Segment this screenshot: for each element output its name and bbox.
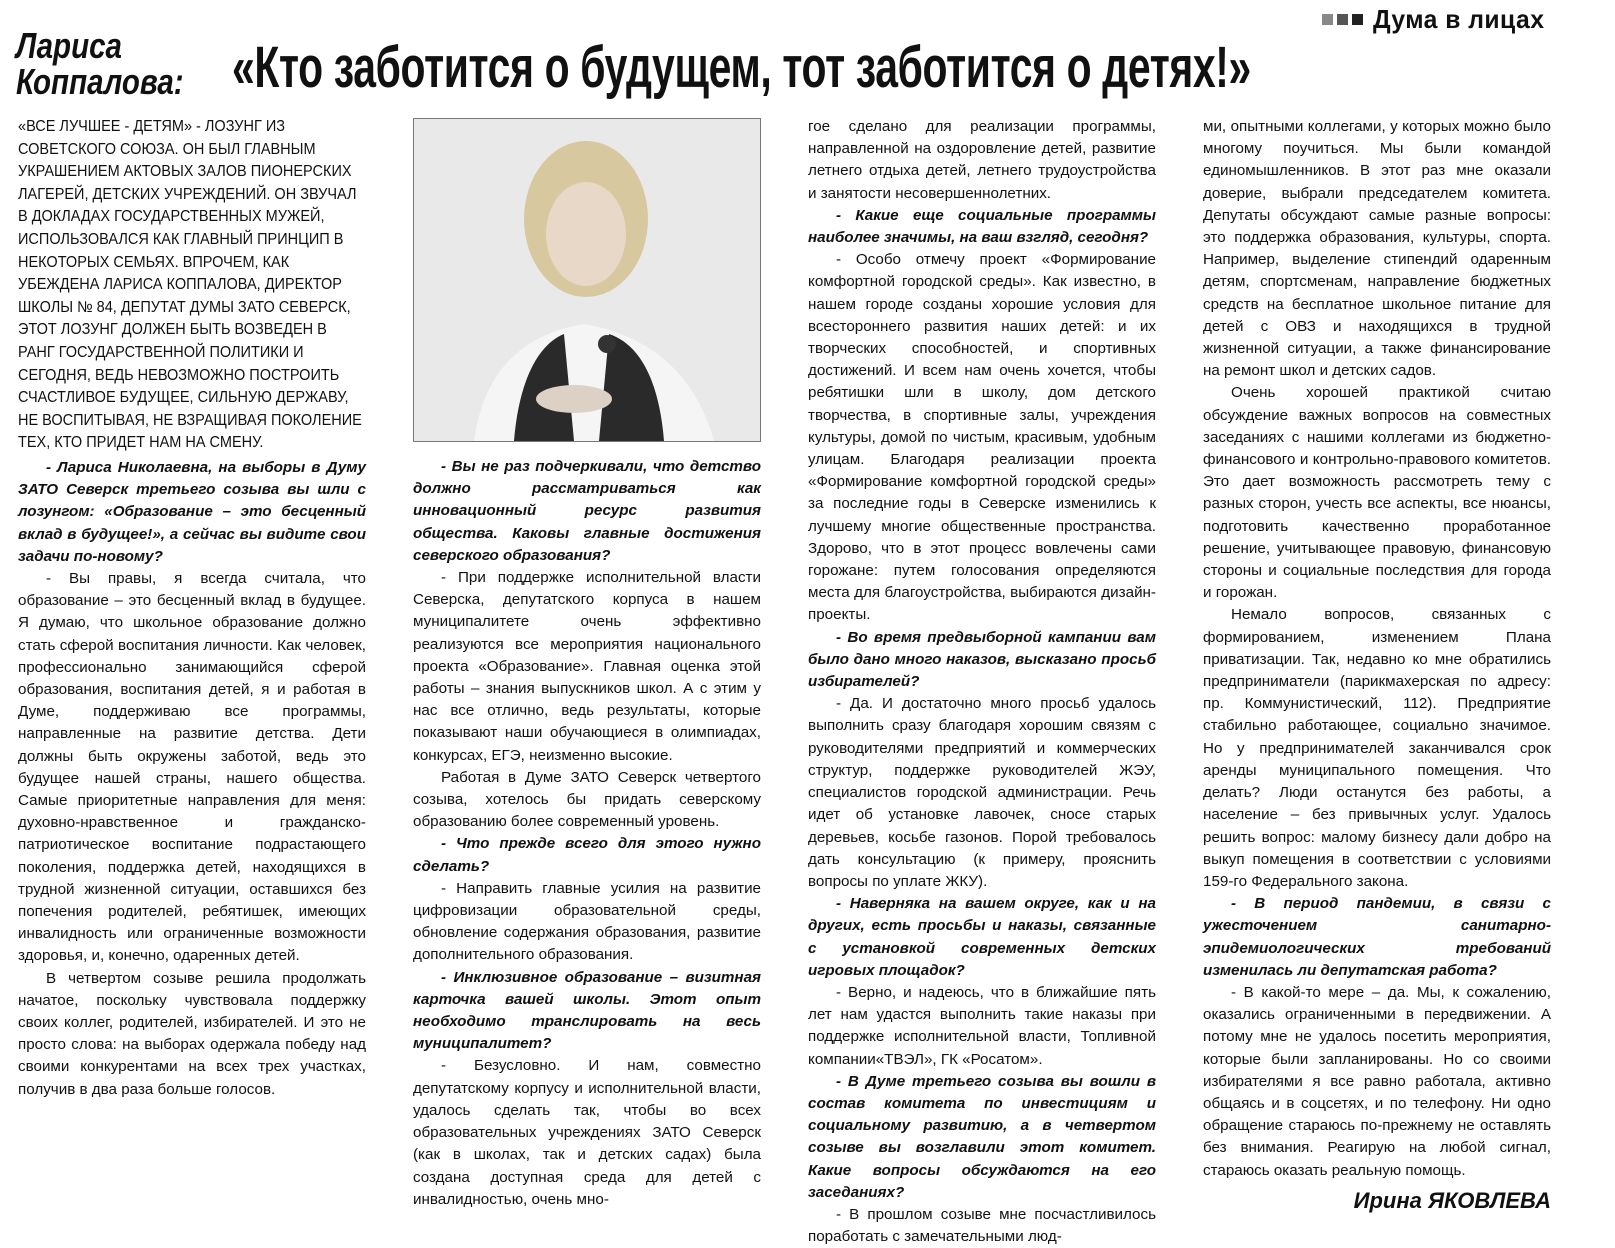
section-rubric <box>1322 4 1553 35</box>
interview-answer: - Безусловно. И нам, совместно депутатскому корпусу и исполнительной власти, удалось сделать так, чтобы во всех образовательных учреждениях ЗАТО Северск (как в школах, так и детских садах) была создана доступная среда для детей с инвалидностью, очень мно- <box>413 1057 761 1208</box>
interview-question: - Лариса Николаевна, на выборы в Думу ЗАТО Северск третьего созыва вы шли с лозунгом: «Образование – это бесценный вклад в будущее!», а сейчас вы видите свои задачи по-новому? <box>18 458 366 565</box>
interview-question: - Инклюзивное образование – визитная карточка вашей школы. Этот опыт необходимо транслировать на весь муниципалитет? <box>413 968 761 1053</box>
interview-answer: - Направить главные усилия на развитие цифровизации образовательной среды, обновление содержания образования, развитие дополнительного образования. <box>413 879 761 964</box>
byline-signature: Ирина ЯКОВЛЕВА <box>1353 1187 1551 1213</box>
interview-answer: - Верно, и надеюсь, что в ближайшие пять лет нам удастся выполнить такие наказы при поддержке исполнительной власти, Топливной компании«ТВЭЛ», ГК «Росатом». <box>808 983 1156 1068</box>
lead-paragraph: «ВСЕ ЛУЧШЕЕ - ДЕТЯМ» - ЛОЗУНГ ИЗ СОВЕТСКОГО СОЮЗА. ОН БЫЛ ГЛАВНЫМ УКРАШЕНИЕМ АКТОВЫХ ЗАЛОВ ПИОНЕРСКИХ ЛАГЕРЕЙ, ДЕТСКИХ УЧРЕЖДЕНИЙ. ОН ЗВУЧАЛ В ДОКЛАДАХ ГОСУДАРСТВЕННЫХ МУЖЕЙ, ИСПОЛЬЗОВАЛСЯ КАК ГЛАВНЫЙ ПРИНЦИП В НЕКОТОРЫХ СЕМЬЯХ. ВПРОЧЕМ, КАК УБЕЖДЕНА ЛАРИСА КОППАЛОВА, ДИРЕКТОР ШКОЛЫ № 84, ДЕПУТАТ ДУМЫ ЗАТО СЕВЕРСК, ЭТОТ ЛОЗУНГ ДОЛЖЕН БЫТЬ ВОЗВЕДЕН В РАНГ ГОСУДАРСТВЕННОЙ ПОЛИТИКИ И СЕГОДНЯ, ВЕДЬ НЕВОЗМОЖНО ПОСТРОИТЬ СЧАСТЛИВОЕ БУДУЩЕЕ, СИЛЬНУЮ ДЕРЖАВУ, НЕ ВОСПИТЫВАЯ, НЕ ВЗРАЩИВАЯ ПОКОЛЕНИЕ ТЕХ, КТО ПРИДЕТ НАМ НА СМЕНУ. <box>18 118 362 452</box>
interview-question: - Наверняка на вашем округе, как и на других, есть просьбы и наказы, связанные с установкой современных детских игровых площадок? <box>808 895 1156 979</box>
interview-question: - Что прежде всего для этого нужно сделать? <box>413 835 761 875</box>
rubric-square <box>1322 14 1333 25</box>
column-1 <box>18 116 366 1101</box>
column-3 <box>808 116 1156 1248</box>
interview-question: - Какие еще социальные программы наиболее значимы, на ваш взгляд, сегодня? <box>808 206 1156 247</box>
interview-answer: - Да. И достаточно много просьб удалось выполнить сразу благодаря хорошим связям с руководителями предприятий и коммерческих структур, поддержке руководителей ЖЭУ, специалистов городской администрации. Речь идет об установке лавочек, сносе старых деревьев, косьбе газонов. Порой требовалось дать консультацию (к примеру, прояснить вопросы по уплате ЖКУ). <box>808 695 1156 890</box>
interview-answer: Немало вопросов, связанных с формированием, изменением Плана приватизации. Так, недавно ко мне обратились предприниматели (парикмахерская по адресу: пр. Коммунистический, 112). Предприятие стабильно работающее, социально значимое. Но у предпринимателей заканчивался срок аренды муниципального помещения. Что делать? Люди останутся без работы, а население – без привычных услуг. Удалось решить вопрос: малому бизнесу дали добро на выкуп помещения в соответствии с условиями 159-го Федерального закона. <box>1203 606 1551 890</box>
interview-answer: Очень хорошей практикой считаю обсуждение важных вопросов на совместных заседаниях с нашими коллегами из бюджетно-финансового и контрольно-правового комитетов. Это дает возможность рассмотреть тему с разных сторон, учесть все аспекты, все нюансы, подготовить качественно проработанное решение, учитывающее правовую, финансовую стороны и социальные последствия для города и горожан. <box>1203 384 1551 602</box>
interview-question: - В период пандемии, в связи с ужесточением санитарно-эпидемиологических требований изменилась ли депутатская работа? <box>1203 895 1551 979</box>
interview-answer: - Вы правы, я всегда считала, что образование – это бесценный вклад в будущее. Я думаю, что школьное образование должно стать сферой воспитания личности. Как человек, профессионально занимающийся сферой образования, воспитания детей, я и работая в Думе, поддерживаю все программы, направленные на развитие детства. Дети должны быть окружены заботой, ведь это будущее нашей страны, нашего общества. Самые приоритетные направления для меня: духовно-нравственное и гражданско-патриотическое воспитание подрастающего поколения, поддержка детей, находящихся в трудной жизненной ситуации, оставшихся без попечения родителей, ребятишек, имеющих инвалидность или ограниченные возможности здоровья, и, конечно, одаренных детей. <box>18 569 366 965</box>
portrait-photo <box>413 118 761 442</box>
column-2 <box>413 456 761 1211</box>
interview-question: - Вы не раз подчеркивали, что детство должно рассматриваться как инновационный ресурс развития общества. Каковы главные достижения северского образования? <box>413 458 761 564</box>
interview-answer: - В какой-то мере – да. Мы, к сожалению, оказались ограниченными в передвижении. А потому мне не удалось посетить мероприятия, которые были запланированы. Но со своими избирателями я все равно работала, активно общаясь и в соцсетях, и по телефону. Ни одно обращение стараюсь по-прежнему не оставлять без внимания. Реагирую на любой сигнал, стараюсь оказать реальную помощь. <box>1203 983 1551 1179</box>
interview-answer: ми, опытными коллегами, у которых можно было многому поучиться. Мы были командой единомышленников. В этот раз мне оказали доверие, выбрали председателем комитета. Депутаты обсуждают самые разные вопросы: это поддержка образования, культуры, спорта. Например, выделение стипендий одаренным детям, спортсменам, направление бюджетных средств на бесплатное школьное питание для детей с ОВЗ и находящихся в трудной жизненной ситуации, а также финансирование на ремонт школ и детских садов. <box>1203 118 1551 380</box>
interview-question: - В Думе третьего созыва вы вошли в состав комитета по инвестициям и социальному развитию, а в четвертом созыве вы возглавили этот комитет. Какие вопросы обсуждаются на его заседаниях? <box>808 1072 1156 1201</box>
headline: «Кто заботится о будущем, тот заботится о детях!» <box>232 35 1251 100</box>
interviewee-name: Лариса Коппалова: <box>16 25 184 102</box>
rubric-title: Дума в лицах <box>1372 4 1544 34</box>
interview-question: - Во время предвыборной кампании вам было дано много наказов, высказано просьб избирателей? <box>808 628 1156 691</box>
interview-answer: гое сделано для реализации программы, направленной на оздоровление детей, развитие летнего отдыха детей, летнего трудоустройства и занятости несовершеннолетних. <box>808 118 1156 202</box>
interview-answer: В четвертом созыве решила продолжать начатое, поскольку чувствовала поддержку своих коллег, родителей, избирателей. И это не просто слова: на выборах одержала победу над своими конкурентами на всех трех участках, получив в два раза больше голосов. <box>18 969 366 1098</box>
interview-answer: - Особо отмечу проект «Формирование комфортной городской среды». Как известно, в нашем городе созданы хорошие условия для всестороннего развития наших детей: и их творческих способностей, и спортивных достижений. И всем нам очень хочется, чтобы ребятишки шли в школу, дом детского творчества, в спортивные залы, учреждения культуры, домой по чистым, красивым, удобным улицам. Благодаря реализации проекта «Формирование комфортной городской среды» за последние годы в Северске изменились к лучшему многие общественные пространства. Здорово, что в этот процесс вовлечены сами горожане: путем голосования определяются места для благоустройства, выбираются дизайн-проекты. <box>808 251 1156 624</box>
interview-answer: Работая в Думе ЗАТО Северск четвертого созыва, хотелось бы придать северскому образованию более современный уровень. <box>413 768 761 831</box>
rubric-square <box>1352 14 1363 25</box>
interview-answer: - При поддержке исполнительной власти Северска, депутатского корпуса в нашем муниципалитете очень эффективно реализуются все мероприятия национального проекта «Образование». Главная оценка этой работы – знания выпускников школ. А с этим у нас все отлично, ведь результаты, которые показывают наши обучающиеся в олимпиадах, конкурсах, ЕГЭ, неизменно высокие. <box>413 569 761 764</box>
rubric-square <box>1337 14 1348 25</box>
interview-answer: - В прошлом созыве мне посчастливилось поработать с замечательными люд- <box>808 1205 1156 1246</box>
column-4 <box>1203 116 1551 1214</box>
